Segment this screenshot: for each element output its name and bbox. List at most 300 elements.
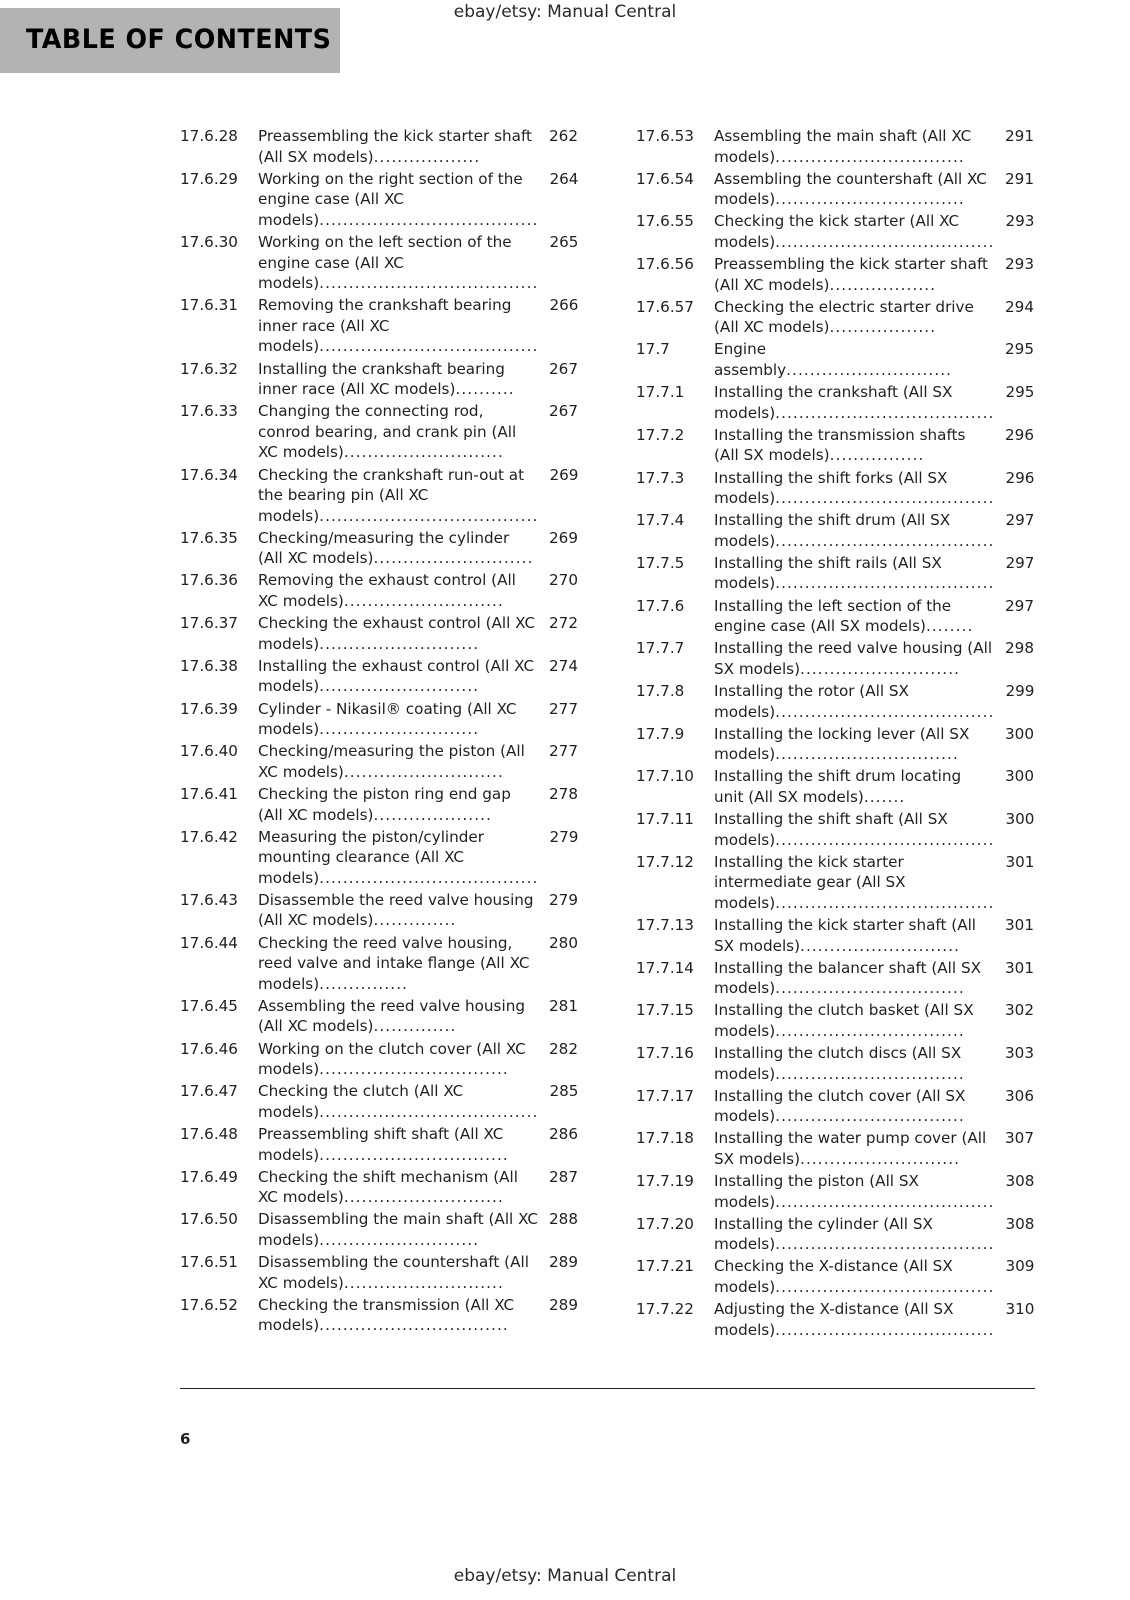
toc-entry-leader-dots: ..................................... xyxy=(319,274,539,293)
toc-entry[interactable] xyxy=(636,1256,1034,1297)
toc-entry-title-text: Removing the crankshaft bearing inner race (All XC models) xyxy=(258,296,512,356)
toc-entry-page: 291 xyxy=(1005,169,1034,188)
toc-entry[interactable] xyxy=(636,1171,1034,1212)
toc-entry-title-text: Assembling the countershaft (All XC models) xyxy=(714,169,987,209)
toc-entry[interactable] xyxy=(180,741,578,782)
toc-entry-title xyxy=(258,528,542,569)
toc-entry-leader-dots: ..................................... xyxy=(319,210,539,229)
toc-entry-number: 17.7.11 xyxy=(636,810,694,828)
toc-entry-number: 17.6.41 xyxy=(180,784,238,803)
toc-entry-number: 17.6.57 xyxy=(636,297,694,316)
toc-entry-title xyxy=(258,1252,542,1293)
toc-entry-page: 267 xyxy=(549,402,578,421)
toc-entry-page: 310 xyxy=(1005,1300,1035,1319)
toc-entry-page: 278 xyxy=(549,784,578,803)
toc-entry[interactable] xyxy=(180,1039,578,1080)
toc-entry-number: 17.6.51 xyxy=(180,1252,238,1271)
toc-entry[interactable] xyxy=(180,699,578,740)
toc-entry-leader-dots: ........................... xyxy=(319,1230,480,1249)
toc-entry-number: 17.6.42 xyxy=(180,827,238,846)
toc-entry-leader-dots: ........................... xyxy=(343,762,504,781)
toc-entry-leader-dots: ................................ xyxy=(775,1064,965,1083)
toc-entry-page: 307 xyxy=(1005,1129,1034,1148)
toc-entry-page: 300 xyxy=(1005,724,1034,743)
toc-entry-title-text: Installing the crankshaft (All SX models) xyxy=(714,383,953,422)
toc-entry-leader-dots: .......... xyxy=(455,380,515,399)
toc-entry-title xyxy=(258,1124,542,1165)
toc-entry-number: 17.6.45 xyxy=(180,996,238,1015)
toc-entry-leader-dots: ........................... xyxy=(800,936,961,955)
toc-entry-title xyxy=(258,656,542,697)
toc-entry-title-text: Preassembling the kick starter shaft (All XC models) xyxy=(714,255,988,294)
toc-entry-page: 308 xyxy=(1005,1172,1035,1191)
toc-entry-title-text: Installing the shift forks (All SX models) xyxy=(714,468,948,508)
footer-divider xyxy=(180,1388,1035,1389)
toc-entry-title xyxy=(714,1256,998,1297)
toc-entry-number: 17.6.44 xyxy=(180,933,238,952)
toc-entry[interactable] xyxy=(180,890,578,931)
toc-entry-title xyxy=(714,724,998,765)
toc-entry-leader-dots: ........ xyxy=(925,617,974,636)
toc-entry-leader-dots: ........................... xyxy=(800,1150,961,1168)
toc-entry[interactable] xyxy=(636,1214,1034,1255)
toc-entry-title-text: Installing the water pump cover (All SX models) xyxy=(714,1129,987,1168)
toc-entry-page: 302 xyxy=(1005,1001,1034,1020)
toc-entry-leader-dots: ................................ xyxy=(319,1316,509,1335)
toc-entry-title-text: Installing the rotor (All SX models) xyxy=(714,681,909,721)
toc-entry[interactable] xyxy=(180,656,578,697)
toc-entry[interactable] xyxy=(180,232,578,294)
toc-entry-title-text: Disassembling the countershaft (All XC models) xyxy=(258,1252,529,1292)
toc-entry-leader-dots: .................. xyxy=(829,275,937,294)
toc-entry-title-text: Checking the clutch (All XC models) xyxy=(258,1082,464,1121)
toc-entry-title xyxy=(258,827,542,889)
toc-entry-number: 17.6.37 xyxy=(180,614,238,633)
toc-entry-number: 17.7.6 xyxy=(636,596,685,615)
toc-entry-leader-dots: ..................................... xyxy=(775,830,995,849)
toc-entry-leader-dots: ..................................... xyxy=(775,702,995,721)
toc-entry-title-text: Installing the locking lever (All SX models) xyxy=(714,724,970,764)
toc-entry-page: 291 xyxy=(1005,127,1034,145)
watermark-top: ebay/etsy: Manual Central xyxy=(453,2,677,22)
toc-entry-number: 17.7.8 xyxy=(636,681,685,700)
toc-entry[interactable] xyxy=(180,1252,578,1293)
toc-entry-number: 17.7.22 xyxy=(636,1300,694,1319)
toc-entry[interactable] xyxy=(636,596,1034,637)
toc-entry-number: 17.6.35 xyxy=(180,528,238,547)
toc-entry-title-text: Assembling the main shaft (All XC models) xyxy=(714,127,972,166)
toc-entry[interactable] xyxy=(636,638,1034,679)
toc-entry-number: 17.6.28 xyxy=(180,127,238,145)
toc-entry-title xyxy=(258,570,542,611)
toc-entry-number: 17.7.14 xyxy=(636,958,694,977)
toc-entry-title-text: Installing the shift shaft (All SX models) xyxy=(714,810,948,849)
toc-entry-title-text: Checking the shift mechanism (All XC models) xyxy=(258,1167,518,1207)
toc-entry-page: 296 xyxy=(1005,468,1035,487)
toc-entry[interactable] xyxy=(636,1000,1034,1041)
toc-entry-page: 301 xyxy=(1005,915,1034,934)
toc-entry-title xyxy=(258,169,542,231)
toc-entry-leader-dots: ..................................... xyxy=(319,506,539,525)
toc-entry-title xyxy=(258,232,542,294)
toc-entry-number: 17.7 xyxy=(636,340,670,359)
toc-entry-number: 17.6.40 xyxy=(180,742,238,761)
toc-entry-title xyxy=(714,1086,998,1127)
toc-entry-title-text: Working on the right section of the engine case (All XC models) xyxy=(258,169,523,229)
toc-entry-leader-dots: .................. xyxy=(373,147,481,166)
toc-entry-number: 17.7.12 xyxy=(636,852,694,871)
toc-entry-page: 300 xyxy=(1005,810,1035,828)
toc-entry-page: 282 xyxy=(549,1039,578,1058)
toc-entry-title xyxy=(258,126,542,167)
toc-entry-title xyxy=(258,741,542,782)
toc-entry-leader-dots: ........................... xyxy=(373,549,534,568)
toc-entry-number: 17.6.55 xyxy=(636,212,694,231)
toc-entry[interactable] xyxy=(636,1128,1034,1169)
toc-entry-title-text: Checking the reed valve housing, reed valve and intake flange (All XC models) xyxy=(258,933,530,993)
toc-entry-title-text: Installing the cylinder (All SX models) xyxy=(714,1214,933,1254)
toc-entry-title xyxy=(714,915,998,956)
toc-entry-page: 297 xyxy=(1005,511,1035,530)
toc-entry-title-text: Engine assembly xyxy=(714,340,787,380)
toc-entry-number: 17.7.18 xyxy=(636,1129,694,1148)
toc-entry[interactable] xyxy=(180,1081,578,1122)
toc-entry-number: 17.6.32 xyxy=(180,359,238,378)
toc-entry-page: 265 xyxy=(549,232,579,251)
toc-entry-page: 285 xyxy=(549,1082,579,1101)
toc-entry-title-text: Installing the shift drum (All SX models) xyxy=(714,511,951,550)
toc-entry-title-text: Adjusting the X-distance (All SX models) xyxy=(714,1300,954,1339)
toc-entry-leader-dots: ................................ xyxy=(775,147,965,166)
toc-entry-number: 17.6.53 xyxy=(636,127,694,145)
toc-entry-page: 293 xyxy=(1005,255,1034,274)
toc-entry[interactable] xyxy=(180,933,578,995)
toc-entry-title xyxy=(258,613,542,654)
toc-entry-number: 17.6.29 xyxy=(180,169,238,188)
toc-entry-title xyxy=(714,638,998,679)
toc-entry-leader-dots: ........................... xyxy=(343,1273,504,1292)
toc-entry-leader-dots: ................................ xyxy=(775,1107,965,1126)
toc-entry-page: 303 xyxy=(1005,1044,1034,1063)
toc-entry-page: 267 xyxy=(549,359,578,378)
toc-entry-title-text: Cylinder - Nikasil® coating (All XC models) xyxy=(258,699,517,739)
toc-entry-number: 17.6.47 xyxy=(180,1082,238,1101)
toc-entry[interactable] xyxy=(180,613,578,654)
toc-entry-number: 17.6.30 xyxy=(180,232,238,251)
toc-entry[interactable] xyxy=(636,1086,1034,1127)
toc-entry-page: 309 xyxy=(1005,1257,1035,1276)
toc-entry-title xyxy=(258,1167,542,1208)
toc-entry-number: 17.7.15 xyxy=(636,1001,694,1020)
toc-entry-page: 269 xyxy=(549,465,579,484)
toc-entry-number: 17.6.52 xyxy=(180,1295,238,1314)
toc-entry-page: 279 xyxy=(549,890,578,909)
toc-entry-number: 17.7.2 xyxy=(636,425,685,444)
toc-entry-title xyxy=(258,933,542,995)
toc-entry[interactable] xyxy=(636,681,1034,722)
toc-entry-title xyxy=(714,510,998,551)
toc-entry-number: 17.6.46 xyxy=(180,1039,238,1058)
toc-entry[interactable] xyxy=(636,382,1034,423)
toc-entry[interactable] xyxy=(636,958,1034,999)
toc-entry[interactable] xyxy=(180,1124,578,1165)
toc-entry-page: 289 xyxy=(549,1295,578,1314)
toc-entry[interactable] xyxy=(636,126,1034,167)
toc-entry[interactable] xyxy=(180,359,578,400)
toc-entry[interactable] xyxy=(180,528,578,569)
toc-entry-leader-dots: ....... xyxy=(863,787,906,806)
toc-entry-leader-dots: ..................................... xyxy=(775,893,995,912)
toc-entry-number: 17.6.49 xyxy=(180,1167,238,1186)
toc-entry[interactable] xyxy=(180,169,578,231)
toc-entry-page: 289 xyxy=(549,1252,578,1271)
toc-entry-page: 277 xyxy=(549,742,578,761)
toc-entry-title-text: Installing the shift rails (All SX models) xyxy=(714,553,942,593)
toc-entry-title xyxy=(258,295,542,357)
toc-entry-number: 17.7.5 xyxy=(636,553,685,572)
toc-entry-leader-dots: ..................................... xyxy=(319,337,539,356)
toc-entry[interactable] xyxy=(636,553,1034,594)
toc-entry-title-text: Installing the piston (All SX models) xyxy=(714,1172,919,1211)
toc-entry[interactable] xyxy=(636,425,1034,466)
toc-entry-leader-dots: .................. xyxy=(829,318,937,337)
toc-entry-page: 308 xyxy=(1005,1214,1035,1233)
toc-entry-title-text: Changing the connecting rod, conrod bearing, and crank pin (All XC models) xyxy=(258,402,517,462)
toc-entry-title xyxy=(714,254,998,295)
toc-entry-leader-dots: ........................... xyxy=(800,659,961,678)
toc-entry-leader-dots: ................................ xyxy=(775,1021,965,1040)
toc-entry-number: 17.6.36 xyxy=(180,571,238,590)
toc-entry-number: 17.7.19 xyxy=(636,1172,694,1191)
toc-entry-title xyxy=(714,809,998,850)
toc-entry-number: 17.6.56 xyxy=(636,255,694,274)
toc-entry[interactable] xyxy=(180,827,578,889)
toc-entry-title xyxy=(258,1295,542,1336)
toc-entry-title-text: Working on the left section of the engine case (All XC models) xyxy=(258,232,512,293)
toc-entry[interactable] xyxy=(180,1167,578,1208)
toc-entry-title xyxy=(714,1128,998,1169)
toc-entry-number: 17.6.38 xyxy=(180,656,238,675)
toc-entry[interactable] xyxy=(636,297,1034,338)
toc-entry[interactable] xyxy=(180,784,578,825)
toc-entry-title-text: Installing the kick starter shaft (All SX models) xyxy=(714,915,977,955)
watermark-bottom: ebay/etsy: Manual Central xyxy=(453,1566,677,1586)
toc-entry-title xyxy=(714,297,998,338)
toc-entry[interactable] xyxy=(636,1043,1034,1084)
toc-entry-title xyxy=(714,766,998,807)
toc-entry-title xyxy=(714,425,998,466)
toc-entry-title-text: Checking the crankshaft run-out at the bearing pin (All XC models) xyxy=(258,465,525,525)
toc-entry-title-text: Installing the kick starter intermediate gear (All SX models) xyxy=(714,852,906,912)
toc-entry-leader-dots: ............................... xyxy=(775,745,959,764)
toc-entry-title xyxy=(714,339,998,380)
toc-entry-title-text: Checking the kick starter (All XC models) xyxy=(714,212,960,251)
toc-entry-title-text: Installing the shift drum locating unit (All SX models) xyxy=(714,767,962,806)
toc-entry-title xyxy=(714,852,998,914)
toc-entry-title-text: Checking the X-distance (All SX models) xyxy=(714,1257,953,1297)
toc-entry-number: 17.7.9 xyxy=(636,724,685,743)
toc-entry-page: 295 xyxy=(1005,340,1034,359)
toc-entry[interactable] xyxy=(636,339,1034,380)
toc-entry-title-text: Disassemble the reed valve housing (All XC models) xyxy=(258,890,534,930)
toc-entry[interactable] xyxy=(180,570,578,611)
toc-entry-number: 17.7.7 xyxy=(636,639,685,658)
toc-entry-number: 17.6.43 xyxy=(180,890,238,909)
toc-entry[interactable] xyxy=(636,510,1034,551)
toc-entry-page: 288 xyxy=(549,1210,578,1229)
page-number: 6 xyxy=(180,1430,191,1448)
toc-entry-title xyxy=(258,1039,542,1080)
toc-entry-page: 297 xyxy=(1005,553,1035,572)
toc-entry-number: 17.6.50 xyxy=(180,1210,238,1229)
toc-entry-page: 298 xyxy=(1005,639,1034,658)
toc-entry-number: 17.6.31 xyxy=(180,296,238,315)
toc-entry-title xyxy=(714,958,998,999)
toc-entry-leader-dots: ..................................... xyxy=(775,403,995,422)
toc-entry-title-text: Assembling the reed valve housing (All XC models) xyxy=(258,996,525,1036)
toc-entry-title xyxy=(258,1209,542,1250)
toc-entry-leader-dots: ................................ xyxy=(775,190,965,209)
toc-entry-page: 264 xyxy=(549,169,579,188)
toc-entry-leader-dots: ..................................... xyxy=(775,1192,995,1211)
toc-entry[interactable] xyxy=(636,915,1034,956)
toc-entry-page: 286 xyxy=(549,1124,578,1143)
toc-entry-leader-dots: ..................................... xyxy=(775,1235,995,1254)
toc-entry-leader-dots: ............................ xyxy=(786,361,953,380)
toc-entry-title-text: Checking the transmission (All XC models) xyxy=(258,1295,515,1335)
toc-entry-title-text: Working on the clutch cover (All XC models) xyxy=(258,1039,526,1079)
toc-entry[interactable] xyxy=(180,1209,578,1250)
toc-entry-number: 17.6.48 xyxy=(180,1124,238,1143)
toc-entry-title xyxy=(714,1043,998,1084)
toc-entry-title-text: Removing the exhaust control (All XC models) xyxy=(258,571,516,611)
toc-entry-number: 17.7.21 xyxy=(636,1257,694,1276)
toc-entry-title xyxy=(714,681,998,722)
toc-entry-page: 272 xyxy=(549,614,578,633)
toc-entry-title-text: Checking/measuring the piston (All XC models) xyxy=(258,742,525,781)
toc-entry-page: 281 xyxy=(549,996,578,1015)
toc-entry-title-text: Checking the electric starter drive (All XC models) xyxy=(714,297,974,337)
toc-entry[interactable] xyxy=(636,809,1034,850)
toc-entry-title xyxy=(714,169,998,210)
toc-entry-number: 17.6.34 xyxy=(180,465,238,484)
toc-entry-title-text: Installing the left section of the engine case (All SX models) xyxy=(714,596,952,636)
toc-entry-page: 295 xyxy=(1005,383,1035,402)
toc-entry-leader-dots: ............... xyxy=(319,974,409,993)
toc-column-left xyxy=(180,126,578,1342)
toc-entry-page: 301 xyxy=(1005,958,1034,977)
toc-entry[interactable] xyxy=(636,852,1034,914)
toc-entry[interactable] xyxy=(636,468,1034,509)
toc-entry-leader-dots: ..................................... xyxy=(775,531,995,550)
toc-entry-title xyxy=(714,1000,998,1041)
toc-entry-title xyxy=(258,1081,542,1122)
toc-entry-leader-dots: .............. xyxy=(373,1017,457,1036)
toc-entry-title xyxy=(258,784,542,825)
toc-entry-number: 17.7.4 xyxy=(636,511,685,530)
toc-entry[interactable] xyxy=(180,1295,578,1336)
toc-column-right xyxy=(636,126,1034,1342)
toc-entry[interactable] xyxy=(636,211,1034,252)
toc-entry-title xyxy=(714,382,998,423)
toc-entry-leader-dots: ..................................... xyxy=(319,1102,539,1121)
toc-entry-leader-dots: .............. xyxy=(373,911,457,930)
toc-entry[interactable] xyxy=(636,766,1034,807)
toc-entry-title-text: Installing the reed valve housing (All SX models) xyxy=(714,639,993,678)
toc-entry-title xyxy=(258,699,542,740)
toc-entry-title-text: Measuring the piston/cylinder mounting clearance (All XC models) xyxy=(258,827,484,887)
toc-entry-title xyxy=(258,890,542,931)
toc-entry-page: 269 xyxy=(549,528,578,547)
toc-entry-number: 17.7.3 xyxy=(636,468,685,487)
toc-entry[interactable] xyxy=(636,254,1034,295)
toc-entry-leader-dots: ..................................... xyxy=(775,1278,995,1297)
toc-entry-page: 301 xyxy=(1005,852,1035,871)
toc-entry-title-text: Installing the exhaust control (All XC models) xyxy=(258,656,535,696)
toc-entry[interactable] xyxy=(636,724,1034,765)
toc-entry-leader-dots: ........................... xyxy=(343,443,504,462)
toc-entry-title-text: Checking the exhaust control (All XC models) xyxy=(258,614,536,653)
toc-entry-leader-dots: .................... xyxy=(373,805,493,824)
toc-entry-leader-dots: ........................... xyxy=(319,720,480,739)
toc-entry-page: 293 xyxy=(1005,212,1035,231)
toc-entry-title xyxy=(258,465,542,527)
toc-entry-title xyxy=(714,468,998,509)
toc-entry-leader-dots: ........................... xyxy=(319,634,480,653)
toc-entry-page: 299 xyxy=(1005,681,1035,700)
toc-entry-title-text: Installing the balancer shaft (All SX models) xyxy=(714,958,981,998)
toc-entry-title xyxy=(714,1171,998,1212)
page-title: TABLE OF CONTENTS xyxy=(26,24,332,55)
table-of-contents xyxy=(180,126,1035,1342)
toc-entry-number: 17.7.1 xyxy=(636,383,685,402)
toc-entry-leader-dots: ................................ xyxy=(775,979,965,998)
toc-entry-title xyxy=(258,359,542,400)
toc-entry-page: 279 xyxy=(549,827,579,846)
toc-entry-title-text: Installing the clutch discs (All SX models) xyxy=(714,1044,962,1083)
toc-entry-leader-dots: ..................................... xyxy=(775,489,995,508)
toc-entry-leader-dots: ........................... xyxy=(343,1188,504,1207)
toc-entry-page: 287 xyxy=(549,1167,578,1186)
toc-entry[interactable] xyxy=(180,996,578,1037)
toc-entry-page: 296 xyxy=(1005,425,1034,444)
toc-entry-page: 297 xyxy=(1005,596,1034,615)
toc-entry-leader-dots: ................................ xyxy=(319,1145,509,1164)
toc-entry-leader-dots: ........................... xyxy=(343,592,504,611)
toc-entry[interactable] xyxy=(180,126,578,167)
toc-entry[interactable] xyxy=(180,295,578,357)
toc-entry-title xyxy=(714,553,998,594)
toc-entry-leader-dots: ................ xyxy=(829,446,925,465)
toc-entry-title-text: Preassembling shift shaft (All XC models) xyxy=(258,1124,504,1164)
toc-entry-leader-dots: ................................ xyxy=(319,1060,509,1079)
toc-entry-title-text: Installing the transmission shafts (All SX models) xyxy=(714,425,966,465)
toc-entry-title xyxy=(714,1299,998,1340)
toc-entry[interactable] xyxy=(180,465,578,527)
toc-entry[interactable] xyxy=(180,401,578,463)
toc-entry-page: 262 xyxy=(549,127,578,145)
toc-entry-number: 17.7.16 xyxy=(636,1044,694,1063)
toc-entry-title-text: Installing the crankshaft bearing inner race (All XC models) xyxy=(258,359,505,399)
toc-entry-title xyxy=(714,211,998,252)
toc-entry-leader-dots: ..................................... xyxy=(775,1320,995,1339)
toc-entry-number: 17.7.20 xyxy=(636,1214,694,1233)
toc-entry-leader-dots: ..................................... xyxy=(775,574,995,593)
toc-entry-title-text: Checking/measuring the cylinder (All XC models) xyxy=(258,528,510,568)
toc-entry-page: 277 xyxy=(549,699,578,718)
toc-entry[interactable] xyxy=(636,1299,1034,1340)
toc-entry[interactable] xyxy=(636,169,1034,210)
